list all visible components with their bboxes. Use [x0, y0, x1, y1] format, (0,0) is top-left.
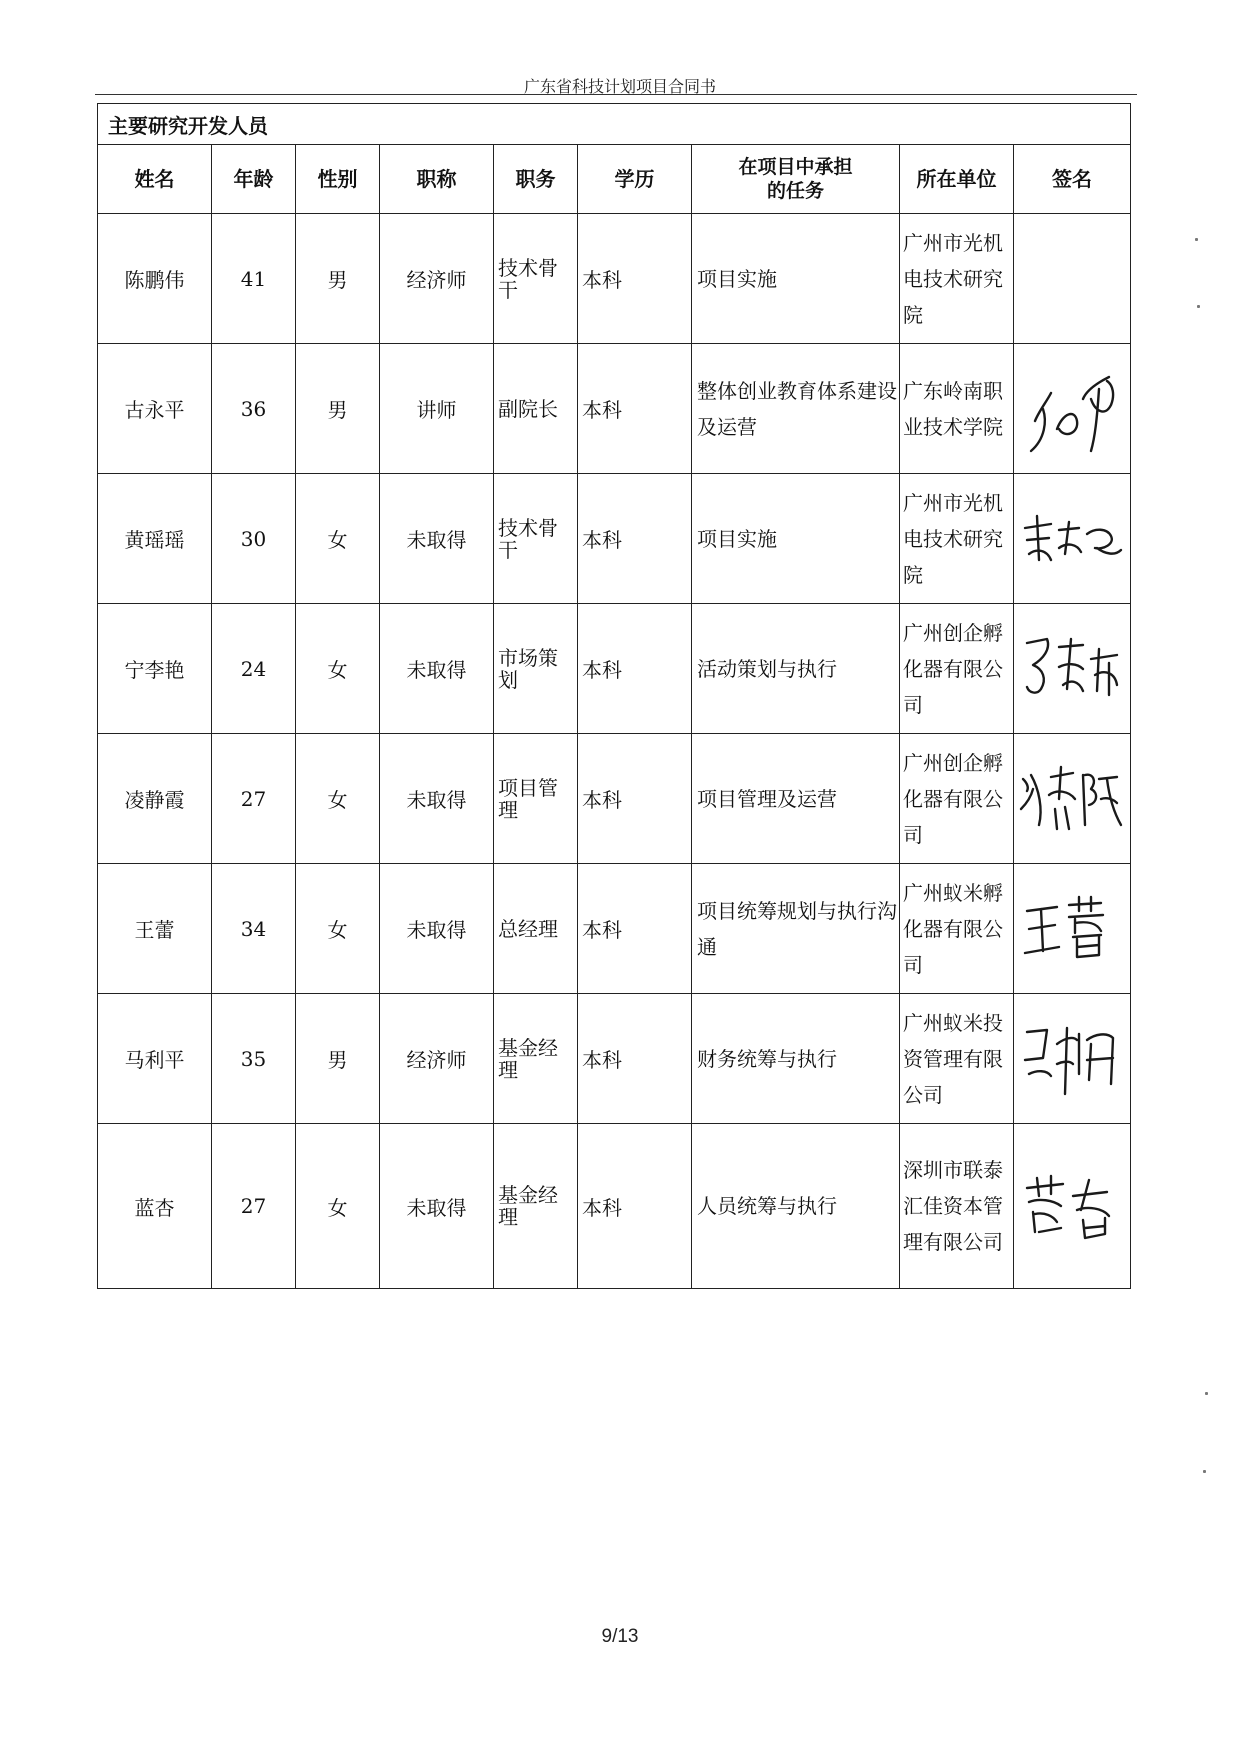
scan-speck [1195, 238, 1198, 241]
column-header-age: 年龄 [212, 145, 296, 214]
cell-title: 经济师 [380, 214, 494, 344]
cell-position: 总经理 [494, 864, 578, 994]
cell-task: 人员统筹与执行 [692, 1124, 900, 1289]
handwritten-signature [1014, 604, 1131, 734]
cell-age: 35 [212, 994, 296, 1124]
cell-gender: 男 [296, 994, 380, 1124]
cell-position: 技术骨干 [494, 214, 578, 344]
cell-education: 本科 [578, 214, 692, 344]
cell-title: 未取得 [380, 604, 494, 734]
cell-age: 34 [212, 864, 296, 994]
table-row [98, 734, 1131, 864]
cell-unit: 广州市光机电技术研究院 [900, 474, 1014, 604]
cell-task: 项目统筹规划与执行沟通 [692, 864, 900, 994]
column-header-education: 学历 [578, 145, 692, 214]
cell-position: 项目管理 [494, 734, 578, 864]
cell-age: 27 [212, 734, 296, 864]
column-header-task: 在项目中承担的任务 [692, 145, 900, 214]
cell-title: 未取得 [380, 1124, 494, 1289]
cell-task: 整体创业教育体系建设及运营 [692, 344, 900, 474]
cell-position: 市场策划 [494, 604, 578, 734]
column-header-gender: 性别 [296, 145, 380, 214]
cell-gender: 男 [296, 214, 380, 344]
header-rule [95, 94, 1137, 95]
cell-task: 项目实施 [692, 474, 900, 604]
cell-name: 马利平 [98, 994, 212, 1124]
personnel-table [97, 103, 1131, 1289]
cell-age: 24 [212, 604, 296, 734]
cell-gender: 男 [296, 344, 380, 474]
cell-age: 27 [212, 1124, 296, 1289]
table-row [98, 344, 1131, 474]
table-row [98, 474, 1131, 604]
cell-name: 蓝杏 [98, 1124, 212, 1289]
cell-education: 本科 [578, 734, 692, 864]
handwritten-signature [1014, 734, 1131, 864]
cell-name: 宁李艳 [98, 604, 212, 734]
cell-title: 未取得 [380, 864, 494, 994]
page-number: 9/13 [601, 1626, 639, 1647]
cell-unit: 广州创企孵化器有限公司 [900, 604, 1014, 734]
column-header-signature: 签名 [1014, 145, 1131, 214]
table-row [98, 1124, 1131, 1289]
handwritten-signature [1014, 1124, 1131, 1289]
cell-education: 本科 [578, 1124, 692, 1289]
section-title: 主要研究开发人员 [98, 104, 1131, 145]
cell-gender: 女 [296, 604, 380, 734]
column-header-name: 姓名 [98, 145, 212, 214]
cell-task: 项目管理及运营 [692, 734, 900, 864]
cell-unit: 广州蚁米投资管理有限公司 [900, 994, 1014, 1124]
table-row [98, 214, 1131, 344]
cell-education: 本科 [578, 344, 692, 474]
cell-gender: 女 [296, 864, 380, 994]
cell-age: 30 [212, 474, 296, 604]
cell-education: 本科 [578, 864, 692, 994]
column-header-title: 职称 [380, 145, 494, 214]
handwritten-signature [1014, 864, 1131, 994]
cell-education: 本科 [578, 994, 692, 1124]
document-header-title: 广东省科技计划项目合同书 [523, 77, 716, 96]
cell-name: 王蕾 [98, 864, 212, 994]
cell-unit: 广州创企孵化器有限公司 [900, 734, 1014, 864]
table-row [98, 994, 1131, 1124]
table-header-row [98, 145, 1131, 214]
cell-position: 基金经理 [494, 1124, 578, 1289]
cell-title: 未取得 [380, 474, 494, 604]
cell-position: 副院长 [494, 344, 578, 474]
scan-speck [1203, 1470, 1206, 1473]
cell-unit: 深圳市联泰汇佳资本管理有限公司 [900, 1124, 1014, 1289]
cell-task: 财务统筹与执行 [692, 994, 900, 1124]
cell-position: 技术骨干 [494, 474, 578, 604]
handwritten-signature [1014, 344, 1131, 474]
cell-education: 本科 [578, 604, 692, 734]
cell-name: 陈鹏伟 [98, 214, 212, 344]
cell-task: 项目实施 [692, 214, 900, 344]
table-row [98, 604, 1131, 734]
cell-title: 未取得 [380, 734, 494, 864]
cell-signature-empty [1014, 214, 1131, 344]
scan-speck [1205, 1392, 1208, 1395]
cell-title: 经济师 [380, 994, 494, 1124]
handwritten-signature [1014, 994, 1131, 1124]
cell-title: 讲师 [380, 344, 494, 474]
cell-unit: 广州蚁米孵化器有限公司 [900, 864, 1014, 994]
cell-age: 36 [212, 344, 296, 474]
cell-position: 基金经理 [494, 994, 578, 1124]
cell-gender: 女 [296, 734, 380, 864]
column-header-unit: 所在单位 [900, 145, 1014, 214]
cell-name: 凌静霞 [98, 734, 212, 864]
cell-gender: 女 [296, 474, 380, 604]
cell-unit: 广东岭南职业技术学院 [900, 344, 1014, 474]
handwritten-signature [1014, 474, 1131, 604]
cell-unit: 广州市光机电技术研究院 [900, 214, 1014, 344]
cell-education: 本科 [578, 474, 692, 604]
cell-age: 41 [212, 214, 296, 344]
scan-speck [1197, 305, 1200, 308]
cell-name: 黄瑶瑶 [98, 474, 212, 604]
cell-gender: 女 [296, 1124, 380, 1289]
column-header-position: 职务 [494, 145, 578, 214]
cell-task: 活动策划与执行 [692, 604, 900, 734]
cell-name: 古永平 [98, 344, 212, 474]
table-row [98, 864, 1131, 994]
